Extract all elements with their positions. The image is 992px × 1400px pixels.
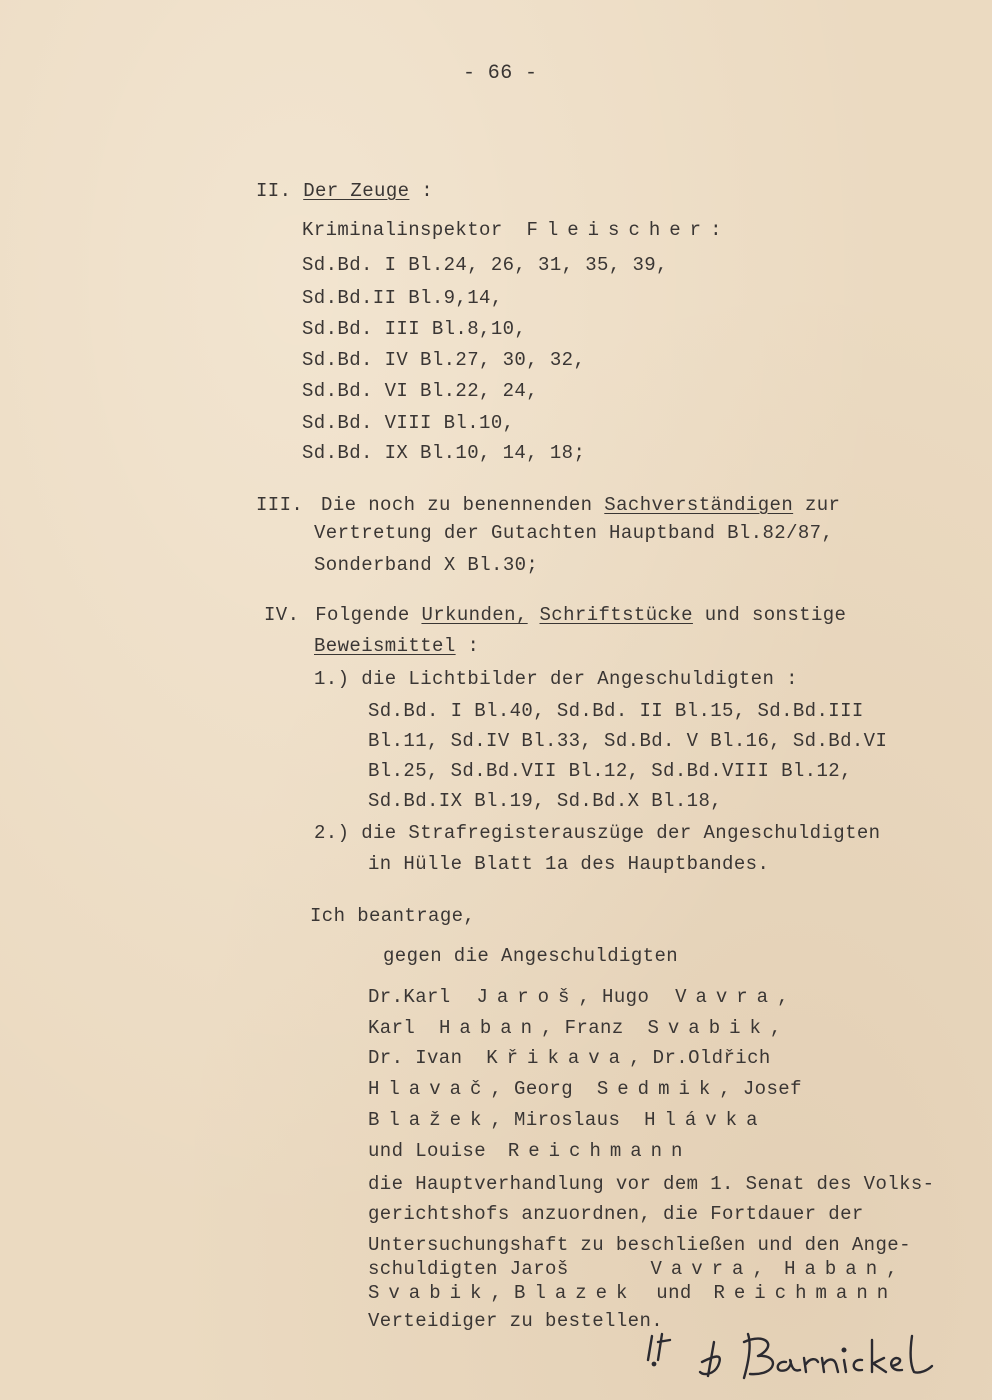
evidence-item-1-ref: Bl.11, Sd.IV Bl.33, Sd.Bd. V Bl.16, Sd.Bd.VI [368, 730, 888, 752]
section-title: Der Zeuge [303, 180, 410, 202]
request-closing: Verteidiger zu bestellen. [368, 1310, 664, 1332]
request-body-line: die Hauptverhandlung vor dem 1. Senat des Volks- [368, 1173, 935, 1195]
accused-line [368, 1078, 802, 1100]
experts-text: Die noch zu benennenden [321, 494, 593, 516]
evidence-underlined-3: Beweismittel [314, 635, 456, 657]
request-body-text: und [656, 1282, 692, 1304]
request-intro: Ich beantrage, [310, 905, 476, 927]
accused-name: Blazek [514, 1282, 637, 1304]
experts-underlined: Sachverständigen [604, 494, 794, 516]
page-number: - 66 - [463, 62, 538, 85]
accused-name: Reichmann [507, 1140, 692, 1162]
witness-ref: Sd.Bd. VI Bl.22, 24, [302, 380, 539, 402]
section-iii-line2: Vertretung der Gutachten Hauptband Bl.82/87, [314, 522, 834, 544]
evidence-item-1-ref: Bl.25, Sd.Bd.VII Bl.12, Sd.Bd.VIII Bl.12, [368, 760, 852, 782]
request-body-text: schuldigten Jaroš [368, 1258, 569, 1280]
evidence-item-2: 2.) die Strafregisterauszüge der Angeschuldigten [314, 822, 881, 844]
accused-name: Jaroš [476, 986, 579, 1008]
accused-sep: , Miroslaus [490, 1109, 621, 1131]
accused-sep: , Georg [490, 1078, 574, 1100]
accused-name: Svabik [647, 1017, 770, 1039]
request-body-line: Untersuchungshaft zu beschließen und den Ange- [368, 1234, 911, 1256]
accused-line [368, 1017, 782, 1039]
evidence-text: Folgende [315, 604, 410, 626]
request-against: gegen die Angeschuldigten [383, 945, 679, 967]
section-number: II. [256, 180, 292, 202]
accused-name: Vavra [675, 986, 778, 1008]
witness-name: Fleischer [526, 219, 711, 241]
evidence-colon: : [467, 635, 480, 657]
accused-name: Křikava [486, 1047, 630, 1069]
accused-line [368, 1047, 771, 1069]
accused-prefix: Dr. Ivan [368, 1047, 463, 1069]
accused-name: Svabik [368, 1282, 491, 1304]
accused-name: Vavra [650, 1258, 753, 1280]
accused-line [368, 986, 789, 1008]
witness-ref: Sd.Bd.II Bl.9,14, [302, 287, 503, 309]
evidence-item-1: 1.) die Lichtbilder der Angeschuldigten : [314, 668, 798, 690]
accused-sep: , Hugo [578, 986, 650, 1008]
accused-sep: , Dr.Oldřich [629, 1047, 771, 1069]
handwritten-signature [640, 1320, 940, 1386]
evidence-item-2-cont: in Hülle Blatt 1a des Hauptbandes. [368, 853, 770, 875]
accused-name: Reichmann [713, 1282, 898, 1304]
accused-name: Hlavač [368, 1078, 491, 1100]
witness-line [302, 219, 722, 241]
accused-line [368, 1109, 766, 1131]
section-number: IV. [264, 604, 300, 626]
accused-sep: , Franz [541, 1017, 624, 1039]
evidence-text-end: und sonstige [704, 604, 847, 626]
evidence-underlined-2: Schriftstücke [539, 604, 693, 626]
accused-sep: , [777, 986, 789, 1008]
section-iv-line2 [314, 635, 479, 657]
accused-name: Hlávka [644, 1109, 767, 1131]
witness-colon: : [710, 219, 722, 241]
accused-name: Blažek [368, 1109, 491, 1131]
accused-prefix: Dr.Karl [368, 986, 451, 1008]
section-iii-line3: Sonderband X Bl.30; [314, 554, 539, 576]
witness-ref: Sd.Bd. III Bl.8,10, [302, 318, 527, 340]
accused-prefix: und Louise [368, 1140, 487, 1162]
section-iv-line1 [264, 604, 846, 626]
request-body-line: Svabik, Blazek und Reichmann [368, 1282, 898, 1304]
experts-text-end: zur [804, 494, 841, 516]
witness-ref: Sd.Bd. I Bl.24, 26, 31, 35, 39, [302, 254, 668, 276]
accused-name: Sedmik [596, 1078, 720, 1100]
evidence-underlined-1: Urkunden, [421, 604, 528, 626]
accused-sep: , Josef [719, 1078, 802, 1100]
accused-sep: , [769, 1017, 782, 1039]
witness-ref: Sd.Bd. VIII Bl.10, [302, 412, 515, 434]
accused-prefix: Karl [368, 1017, 416, 1039]
request-body-line: schuldigten Jaroš Vavra, Haban, [368, 1258, 898, 1280]
request-body-line: gerichtshofs anzuordnen, die Fortdauer der [368, 1203, 864, 1225]
accused-name: Haban [784, 1258, 887, 1280]
evidence-item-1-ref: Sd.Bd.IX Bl.19, Sd.Bd.X Bl.18, [368, 790, 723, 812]
heading-colon: : [421, 180, 434, 202]
accused-line [368, 1140, 691, 1162]
section-ii-heading [256, 180, 433, 202]
witness-title: Kriminalinspektor [302, 219, 503, 241]
witness-ref: Sd.Bd. IX Bl.10, 14, 18; [302, 442, 586, 464]
accused-name: Haban [439, 1017, 542, 1039]
section-number: III. [256, 494, 304, 516]
evidence-item-1-ref: Sd.Bd. I Bl.40, Sd.Bd. II Bl.15, Sd.Bd.III [368, 700, 864, 722]
witness-ref: Sd.Bd. IV Bl.27, 30, 32, [302, 349, 586, 371]
section-iii-line1 [256, 494, 840, 516]
